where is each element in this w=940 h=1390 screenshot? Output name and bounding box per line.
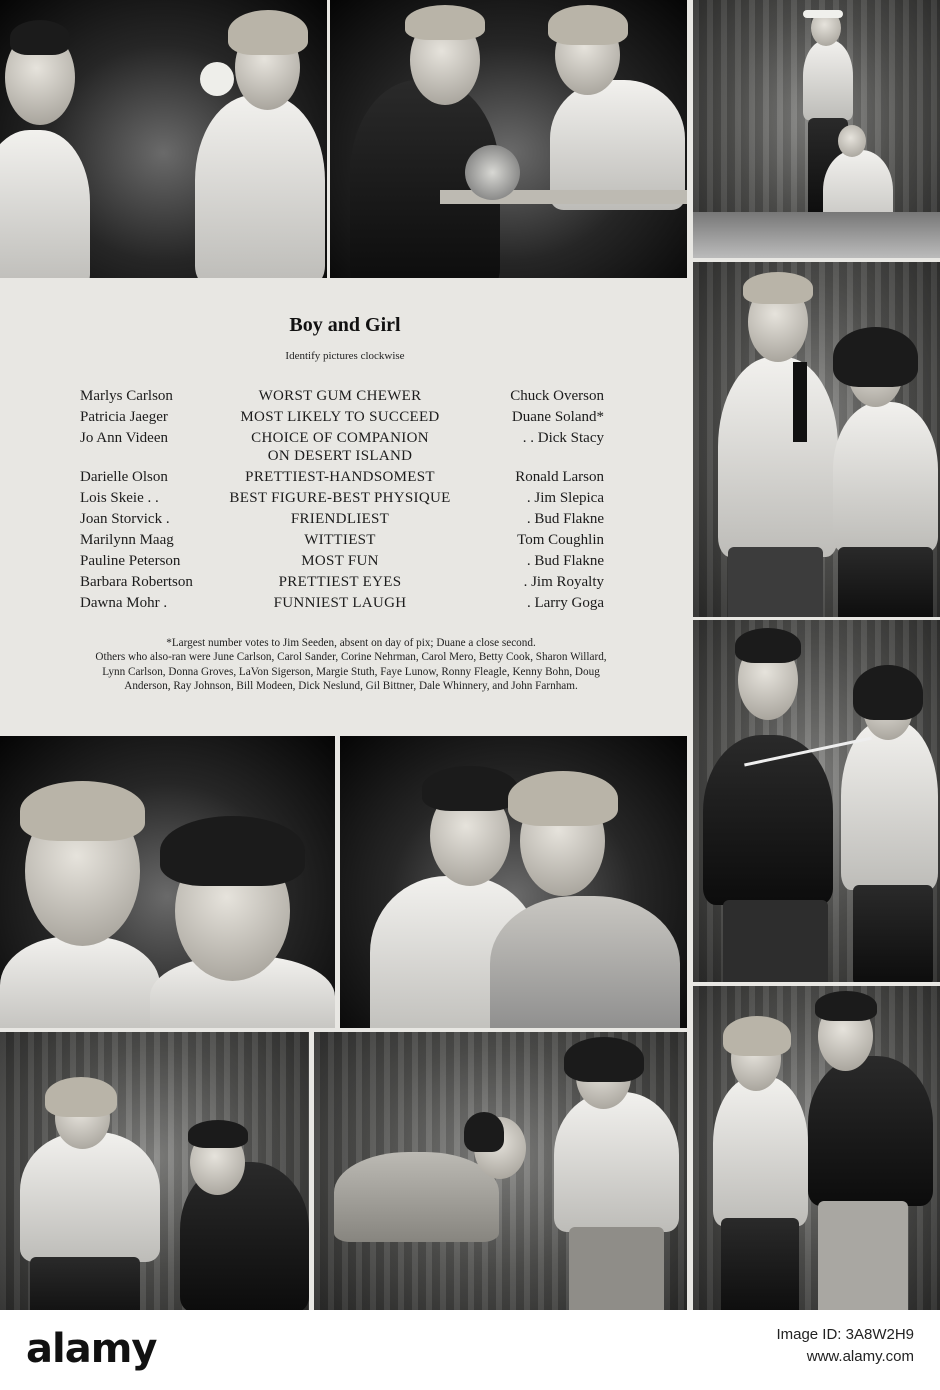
award-title: FUNNIEST LAUGH [273, 595, 407, 611]
award-title: PRETTIEST-HANDSOMEST [245, 469, 435, 485]
footnote [86, 636, 616, 694]
photo-choice-of-companion [693, 0, 940, 258]
footnote-line1: *Largest number votes to Jim Seeden, absent on day of pix; Duane a close second. [166, 637, 536, 649]
girl-name: Marlys Carlson [80, 388, 173, 404]
awards-text-block [0, 280, 690, 732]
boy-name: Chuck Overson [510, 388, 604, 404]
award-title: CHOICE OF COMPANION [251, 430, 429, 446]
boy-name: . Larry Goga [526, 595, 604, 611]
award-title: WORST GUM CHEWER [258, 388, 422, 404]
award-row [0, 553, 690, 575]
award-row [0, 511, 690, 533]
award-row [0, 430, 690, 470]
award-title-line2: ON DESERT ISLAND [267, 448, 413, 464]
photo-best-figure-physique [693, 620, 940, 982]
award-row [0, 595, 690, 617]
photo-friendliest [693, 986, 940, 1310]
award-title: FRIENDLIEST [290, 511, 390, 527]
watermark-image-id: Image ID: 3A8W2H9 [776, 1326, 914, 1343]
watermark-bar [0, 1310, 940, 1390]
watermark-info [776, 1324, 914, 1368]
boy-name: . . Dick Stacy [522, 430, 604, 446]
award-row [0, 469, 690, 491]
girl-name: Joan Storvick . [80, 511, 170, 527]
girl-name: Barbara Robertson [80, 574, 193, 590]
award-title: WITTIEST [304, 532, 376, 548]
page-subtitle: Identify pictures clockwise [285, 350, 405, 362]
award-row [0, 490, 690, 512]
girl-name: Jo Ann Videen [80, 430, 168, 446]
photo-funniest-laugh [340, 736, 687, 1028]
photo-most-likely-to-succeed [330, 0, 687, 278]
boy-name: . Bud Flakne [526, 511, 604, 527]
girl-name: Darielle Olson [80, 469, 168, 485]
girl-name: Lois Skeie . . [80, 490, 159, 506]
girl-name: Pauline Peterson [80, 553, 181, 569]
photo-worst-gum-chewer [0, 0, 327, 278]
girl-name: Dawna Mohr . [80, 595, 168, 611]
photo-prettiest-handsomest [693, 262, 940, 617]
boy-name: . Bud Flakne [526, 553, 604, 569]
boy-name: Ronald Larson [515, 469, 604, 485]
photo-most-fun [0, 1032, 309, 1310]
award-title: PRETTIEST EYES [278, 574, 402, 590]
award-row [0, 574, 690, 596]
award-title: MOST FUN [301, 553, 379, 569]
award-title: BEST FIGURE-BEST PHYSIQUE [229, 490, 451, 506]
boy-name: . Jim Slepica [526, 490, 604, 506]
footnote-rest: Others who also-ran were June Carlson, Carol Sander, Corine Nehrman, Carol Mero, Betty Cook, Sharon Willard, Lynn Carlson, Donna Groves, LaVon Sigerson, Margie Stuth, Faye Lunow, Ronny Fleagle, Kenny Bohn, Doug Anderson, Ray Johnson, Bill Modeen, Dick Neslund, Gil Bittner, Dale Whinnery, and John Farnham. [95, 651, 607, 693]
page-title: Boy and Girl [289, 314, 401, 336]
award-row [0, 532, 690, 554]
girl-name: Marilynn Maag [80, 532, 174, 548]
award-title: MOST LIKELY TO SUCCEED [240, 409, 440, 425]
award-row [0, 409, 690, 431]
photo-wittiest [314, 1032, 687, 1310]
watermark-brand: alamy [26, 1326, 157, 1372]
boy-name: Tom Coughlin [517, 532, 604, 548]
girl-name: Patricia Jaeger [80, 409, 168, 425]
boy-name: . Jim Royalty [523, 574, 604, 590]
award-row [0, 388, 690, 410]
photo-pretty-eyes [0, 736, 335, 1028]
boy-name: Duane Soland* [511, 409, 604, 425]
watermark-site: www.alamy.com [806, 1348, 914, 1365]
